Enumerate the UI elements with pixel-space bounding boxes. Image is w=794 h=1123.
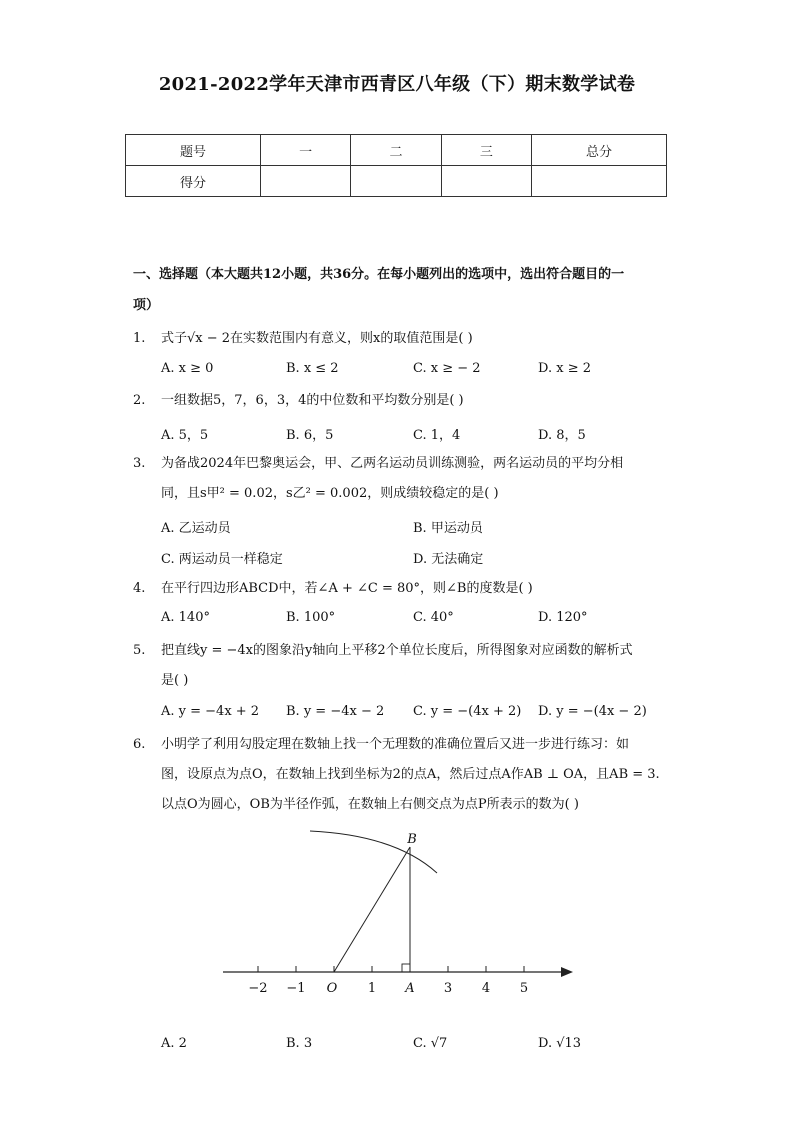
question-3-options-row2 bbox=[161, 548, 681, 570]
option-d[interactable]: D. y = −(4x − 2) bbox=[538, 704, 647, 719]
score-header-cell: 总分 bbox=[532, 135, 667, 166]
tick-label: 1 bbox=[367, 981, 377, 996]
score-table bbox=[125, 134, 667, 197]
question-text-line2: 同，且s甲² = 0.02，s乙² = 0.002，则成绩较稳定的是( ) bbox=[161, 486, 499, 501]
option-c[interactable]: C. x ≥ − 2 bbox=[413, 361, 481, 376]
tick-marks bbox=[258, 966, 524, 972]
score-row-label: 得分 bbox=[126, 166, 261, 197]
question-text: 在平行四边形ABCD中，若∠A + ∠C = 80°，则∠B的度数是( ) bbox=[161, 581, 533, 596]
question-2-options bbox=[161, 424, 681, 446]
question-number: 2. bbox=[133, 393, 146, 408]
option-b[interactable]: B. 100° bbox=[286, 610, 336, 625]
section-title-cont: 项） bbox=[133, 298, 160, 313]
arc bbox=[310, 831, 437, 873]
score-header-cell: 二 bbox=[351, 135, 441, 166]
option-c[interactable]: C. 40° bbox=[413, 610, 454, 625]
score-header-cell: 三 bbox=[441, 135, 531, 166]
question-number: 6. bbox=[133, 737, 146, 752]
question-3 bbox=[133, 449, 673, 509]
score-cell[interactable] bbox=[260, 166, 350, 197]
score-cell[interactable] bbox=[351, 166, 441, 197]
segment-ob bbox=[334, 847, 410, 972]
question-number: 4. bbox=[133, 581, 146, 596]
option-b[interactable]: B. 甲运动员 bbox=[413, 521, 483, 536]
question-2 bbox=[133, 386, 673, 416]
tick-label: −2 bbox=[248, 981, 268, 996]
option-a[interactable]: A. x ≥ 0 bbox=[161, 361, 214, 376]
question-4 bbox=[133, 574, 673, 604]
score-header-cell: 一 bbox=[260, 135, 350, 166]
question-text: 小明学了利用勾股定理在数轴上找一个无理数的准确位置后又进一步进行练习：如 bbox=[161, 737, 630, 752]
tick-label: 5 bbox=[519, 981, 529, 996]
point-a-label: A bbox=[405, 981, 415, 996]
tick-label: −1 bbox=[286, 981, 306, 996]
option-b[interactable]: B. x ≤ 2 bbox=[286, 361, 339, 376]
right-angle-mark bbox=[402, 964, 410, 972]
option-d[interactable]: D. 8，5 bbox=[538, 428, 586, 443]
question-6 bbox=[133, 730, 673, 820]
option-a[interactable]: A. 140° bbox=[161, 610, 210, 625]
section-heading-cont bbox=[133, 292, 673, 320]
point-b-label: B bbox=[407, 832, 417, 847]
question-number: 1. bbox=[133, 331, 146, 346]
number-line-figure bbox=[215, 825, 585, 1005]
option-d[interactable]: D. x ≥ 2 bbox=[538, 361, 591, 376]
question-text: 一组数据5，7，6，3，4的中位数和平均数分别是( ) bbox=[161, 393, 464, 408]
exam-title: 2021-2022学年天津市西青区八年级（下）期末数学试卷 bbox=[158, 74, 636, 95]
score-table-score-row bbox=[126, 166, 667, 197]
section-title: 一、选择题（本大题共12小题，共36分。在每小题列出的选项中，选出符合题目的一 bbox=[133, 267, 625, 282]
option-b[interactable]: B. y = −4x − 2 bbox=[286, 704, 385, 719]
question-text-line2: 是( ) bbox=[161, 673, 189, 688]
option-a[interactable]: A. 2 bbox=[161, 1036, 187, 1051]
question-text: 式子√x − 2在实数范围内有意义，则x的取值范围是( ) bbox=[161, 331, 473, 346]
score-header-cell: 题号 bbox=[126, 135, 261, 166]
question-1 bbox=[133, 324, 673, 354]
question-text: 把直线y = −4x的图象沿y轴向上平移2个单位长度后，所得图象对应函数的解析式 bbox=[161, 643, 633, 658]
option-d[interactable]: D. √13 bbox=[538, 1036, 582, 1051]
score-cell[interactable] bbox=[532, 166, 667, 197]
option-d[interactable]: D. 无法确定 bbox=[413, 552, 484, 567]
option-a[interactable]: A. 5，5 bbox=[161, 428, 209, 443]
question-4-options bbox=[161, 610, 681, 632]
option-b[interactable]: B. 3 bbox=[286, 1036, 313, 1051]
question-text-line3: 以点O为圆心，OB为半径作弧，在数轴上右侧交点为点P所表示的数为( ) bbox=[161, 797, 579, 812]
question-number: 5. bbox=[133, 643, 146, 658]
question-text: 为备战2024年巴黎奥运会，甲、乙两名运动员训练测验，两名运动员的平均分相 bbox=[161, 456, 624, 471]
option-c[interactable]: C. y = −(4x + 2) bbox=[413, 704, 522, 719]
section-heading bbox=[133, 261, 673, 289]
question-5-options bbox=[161, 704, 681, 726]
question-5 bbox=[133, 636, 673, 696]
score-cell[interactable] bbox=[441, 166, 531, 197]
question-text-line2: 图，设原点为点O，在数轴上找到坐标为2的点A，然后过点A作AB ⊥ OA，且AB = 3. bbox=[161, 767, 660, 782]
option-d[interactable]: D. 120° bbox=[538, 610, 588, 625]
option-c[interactable]: C. √7 bbox=[413, 1036, 448, 1051]
option-b[interactable]: B. 6，5 bbox=[286, 428, 334, 443]
score-table-header-row bbox=[126, 135, 667, 166]
question-6-options bbox=[161, 1036, 681, 1058]
question-1-options bbox=[161, 361, 681, 383]
option-c[interactable]: C. 1，4 bbox=[413, 428, 461, 443]
option-a[interactable]: A. y = −4x + 2 bbox=[161, 704, 260, 719]
tick-label: 3 bbox=[443, 981, 453, 996]
origin-label: O bbox=[326, 981, 338, 996]
axis-arrow-icon bbox=[561, 967, 573, 977]
option-c[interactable]: C. 两运动员一样稳定 bbox=[161, 552, 283, 567]
tick-label: 4 bbox=[481, 981, 491, 996]
question-number: 3. bbox=[133, 456, 146, 471]
option-a[interactable]: A. 乙运动员 bbox=[161, 521, 231, 536]
question-3-options-row1 bbox=[161, 517, 681, 539]
